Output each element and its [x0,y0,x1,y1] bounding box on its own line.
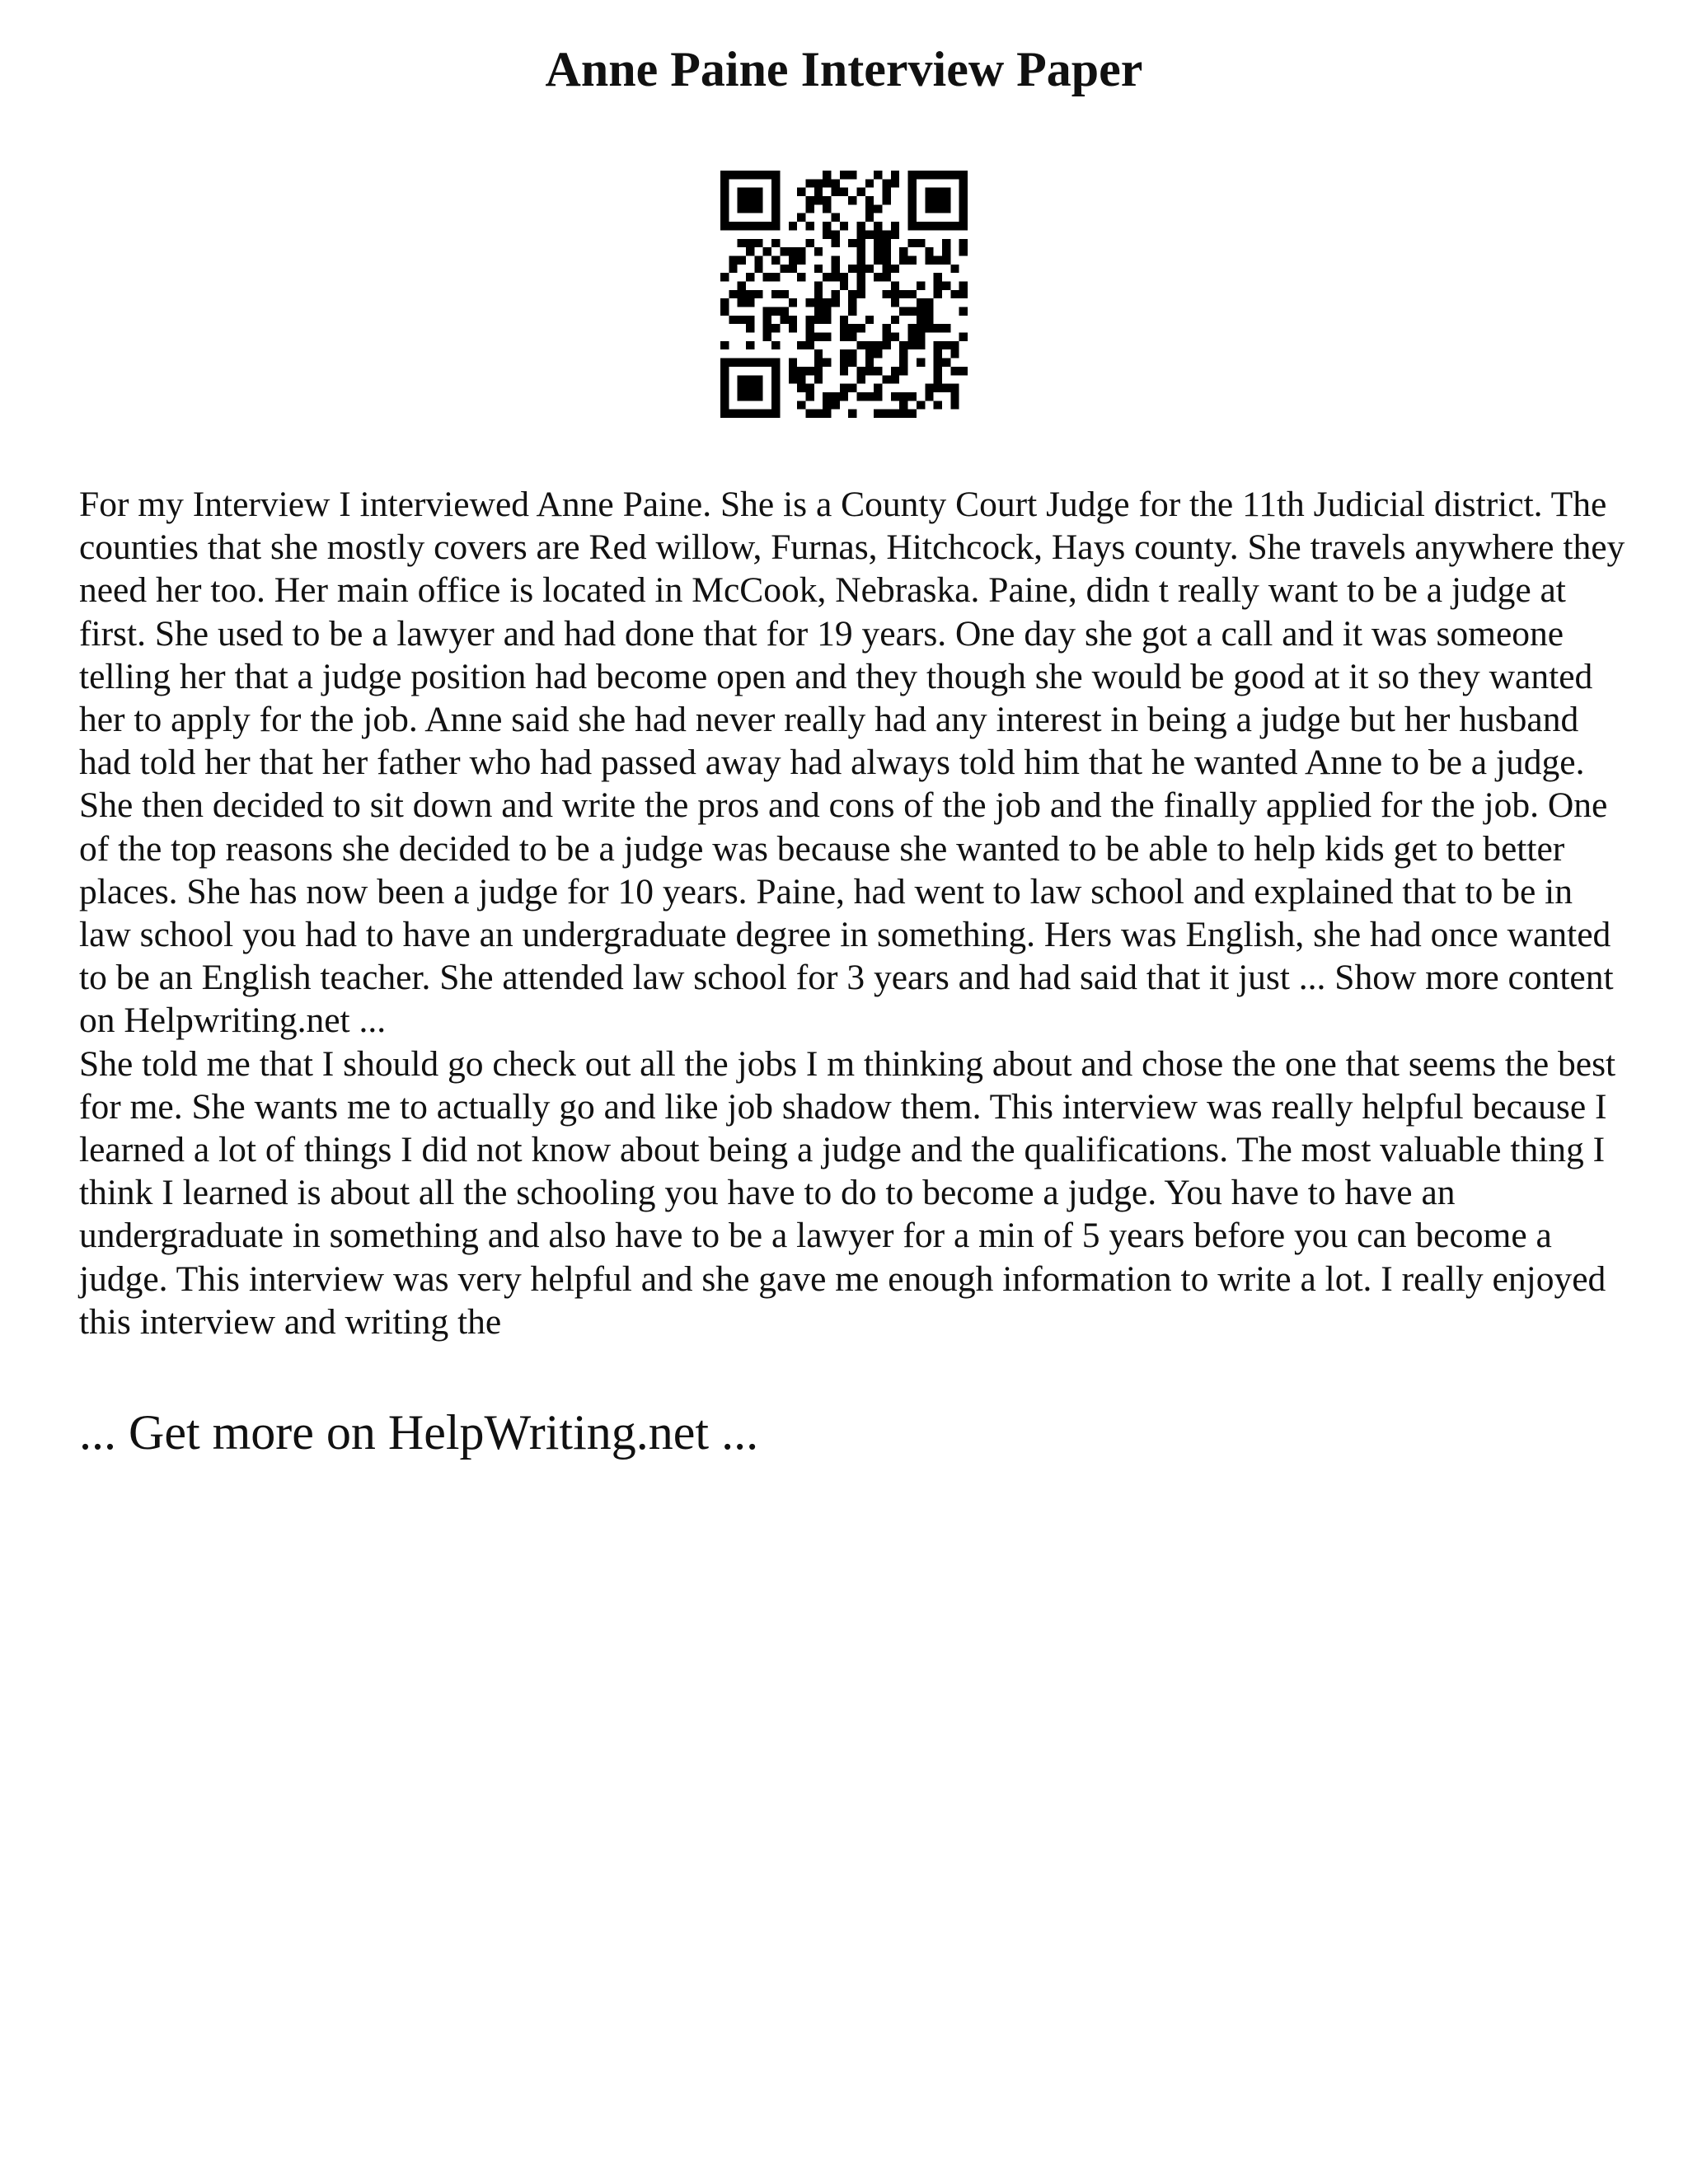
paragraph-interview-intro: For my Interview I interviewed Anne Paine. She is a County Court Judge for the 11th Judicial district. The counties that she mostly covers are Red willow, Furnas, Hitchcock, Hays county. She travels anywhere they need her too. Her main office is located in McCook, Nebraska. Paine, didn t really want to be a judge at first. She used to be a lawyer and had done that for 19 years. One day she got a call and it was someone telling her that a judge position had become open and they though she would be good at it so they wanted her to apply for the job. Anne said she had never really had any interest in being a judge but her husband had told her that her father who had passed away had always told him that he wanted Anne to be a judge. She then decided to sit down and write the pros and cons of the job and the finally applied for the job. One of the top reasons she decided to be a judge was because she wanted to be able to help kids get to better places. She has now been a judge for 10 years. Paine, had went to law school and explained that to be in law school you had to have an undergraduate degree in something. Hers was English, she had once wanted to be an English teacher. She attended law school for 3 years and had said that it just ... Show more content on Helpwriting.net ... [79,485,1625,1041]
page-title: Anne Paine Interview Paper [545,42,1143,96]
qr-code-icon[interactable] [720,171,968,418]
paragraph-interview-conclusion: She told me that I should go check out all the jobs I m thinking about and chose the one that seems the best for me. She wants me to actually go and like job shadow them. This interview was really helpful because I learned a lot of things I did not know about being a judge and the qualifications. The most valuable thing I think I learned is about all the schooling you have to do to become a judge. You have to have an undergraduate in something and also have to be a lawyer for a min of 5 years before you can become a judge. This interview was very helpful and she gave me enough information to write a lot. I really enjoyed this interview and writing the [79,1043,1616,1342]
get-more-link[interactable]: ... Get more on HelpWriting.net ... [79,1405,759,1460]
article-body [79,483,1629,1343]
